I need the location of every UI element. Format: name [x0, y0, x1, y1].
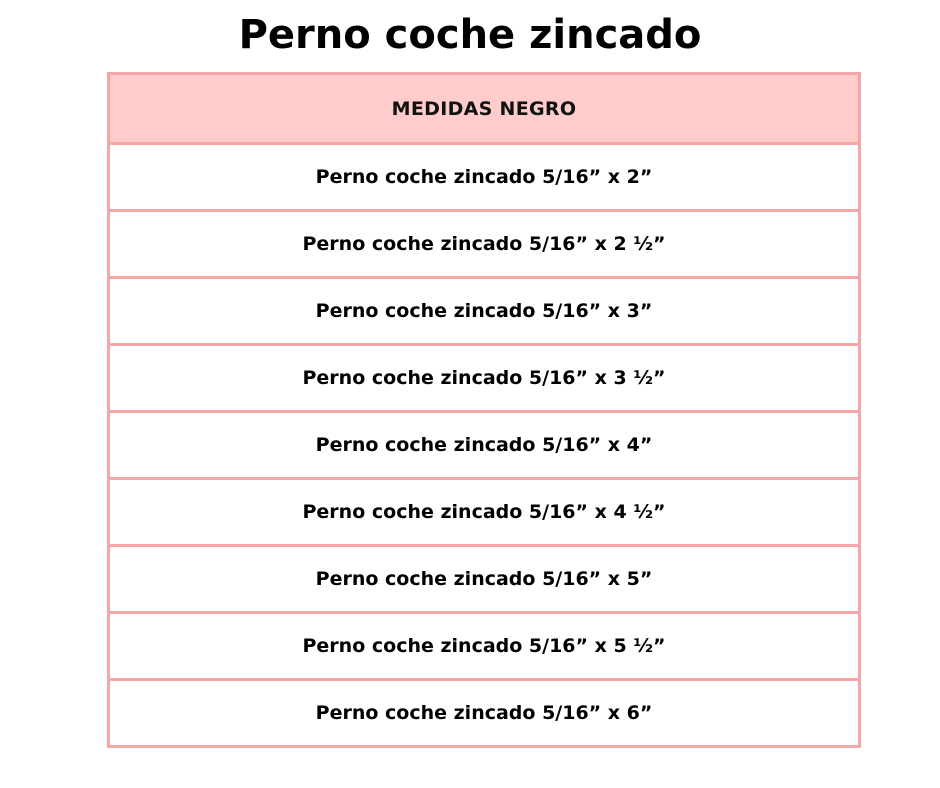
table-cell: Perno coche zincado 5/16” x 4” [109, 412, 860, 479]
table-row [109, 546, 860, 613]
table-cell: Perno coche zincado 5/16” x 6” [109, 680, 860, 747]
table-header [109, 74, 860, 144]
table-cell: Perno coche zincado 5/16” x 3 ½” [109, 345, 860, 412]
table-row [109, 345, 860, 412]
table-row [109, 680, 860, 747]
sizes-table [107, 72, 861, 748]
table-row [109, 278, 860, 345]
table-header-cell: MEDIDAS NEGRO [109, 74, 860, 144]
table-cell: Perno coche zincado 5/16” x 5” [109, 546, 860, 613]
table-body [109, 144, 860, 747]
table-cell: Perno coche zincado 5/16” x 4 ½” [109, 479, 860, 546]
page-title: Perno coche zincado [238, 12, 702, 58]
table-row [109, 479, 860, 546]
table-row [109, 412, 860, 479]
table-cell: Perno coche zincado 5/16” x 2 ½” [109, 211, 860, 278]
table-row [109, 613, 860, 680]
table-row [109, 211, 860, 278]
table-row [109, 144, 860, 211]
table-cell: Perno coche zincado 5/16” x 5 ½” [109, 613, 860, 680]
table-header-row [109, 74, 860, 144]
table-cell: Perno coche zincado 5/16” x 3” [109, 278, 860, 345]
table-cell: Perno coche zincado 5/16” x 2” [109, 144, 860, 211]
